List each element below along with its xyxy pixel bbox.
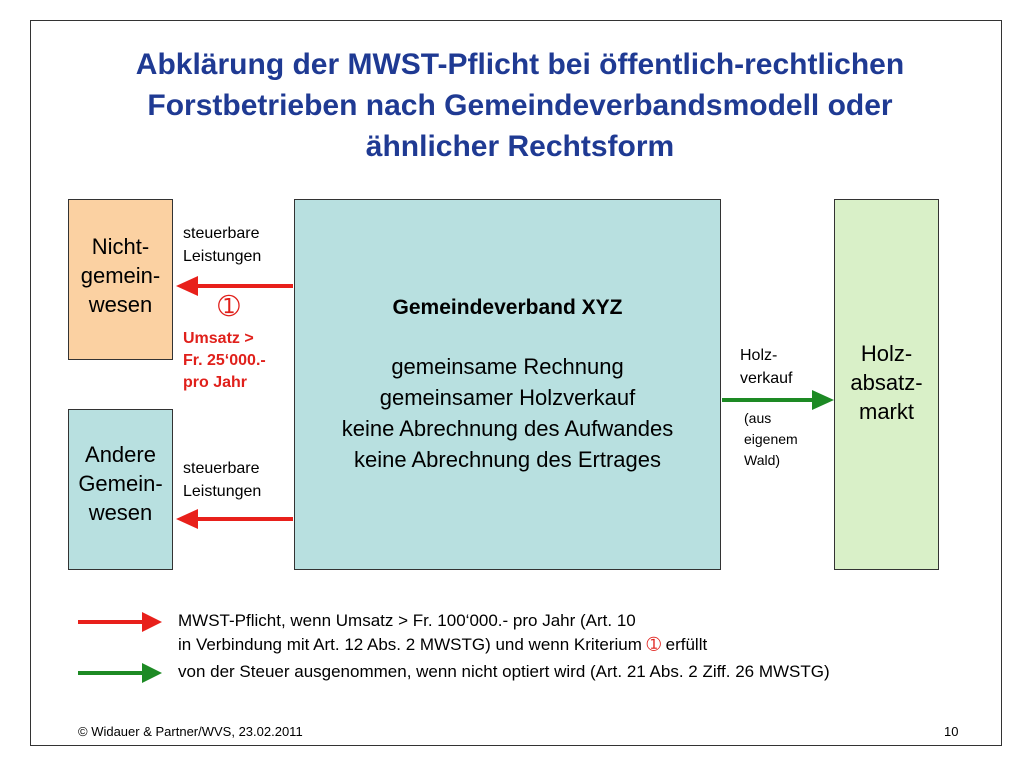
legend-red-line-2-end: erfüllt xyxy=(660,635,708,654)
verband-line-4: keine Abrechnung des Ertrages xyxy=(354,447,661,472)
umsatz-threshold-note: Umsatz > Fr. 25‘000.- pro Jahr xyxy=(183,330,266,391)
nicht-gemeinwesen-box: Nicht- gemein- wesen xyxy=(68,199,173,360)
arrow-to-andere-gemeinwesen xyxy=(176,509,293,529)
steuerbare-leistungen-top-label: steuerbare Leistungen xyxy=(183,225,262,265)
legend-green-arrow xyxy=(78,663,162,683)
verband-line-3: keine Abrechnung des Aufwandes xyxy=(341,416,674,441)
legend-red-line-1: MWST-Pflicht, wenn Umsatz > Fr. 100‘000.- pro Jahr (Art. 10 xyxy=(178,611,636,630)
title-line-3: ähnlicher Rechtsform xyxy=(365,130,675,163)
title-line-2: Forstbetrieben nach Gemeindeverbandsmodell oder xyxy=(147,89,893,122)
andere-gemeinwesen-box: Andere Gemein- wesen xyxy=(68,409,173,570)
legend-red-text xyxy=(178,609,707,657)
verband-line-2: gemeinsamer Holzverkauf xyxy=(379,385,636,410)
steuerbare-leistungen-bottom-label: steuerbare Leistungen xyxy=(183,460,262,500)
arrow-to-holzabsatzmarkt xyxy=(722,390,834,410)
legend-red-arrow xyxy=(78,612,162,632)
aus-eigenem-wald-label: (aus eigenem Wald) xyxy=(744,410,798,468)
legend-red-line-2 xyxy=(178,633,707,657)
footer-page-number: 10 xyxy=(944,724,959,739)
gemeindeverband-title: Gemeindeverband XYZ xyxy=(392,296,623,319)
legend-red-line-2-text: in Verbindung mit Art. 12 Abs. 2 MWSTG) und wenn Kriterium xyxy=(178,635,647,654)
criterion-one-symbol: ➀ xyxy=(218,291,240,321)
footer-copyright: © Widauer & Partner/WVS, 23.02.2011 xyxy=(78,724,303,739)
legend-criterion-symbol: ➀ xyxy=(646,635,661,654)
holzabsatzmarkt-box: Holz- absatz- markt xyxy=(834,199,939,570)
holzverkauf-label: Holz- verkauf xyxy=(740,347,793,387)
title-line-1: Abklärung der MWST-Pflicht bei öffentlich-rechtlichen xyxy=(135,48,905,81)
verband-line-1: gemeinsame Rechnung xyxy=(391,354,624,379)
legend-green-text: von der Steuer ausgenommen, wenn nicht optiert wird (Art. 21 Abs. 2 Ziff. 26 MWSTG) xyxy=(178,662,830,681)
